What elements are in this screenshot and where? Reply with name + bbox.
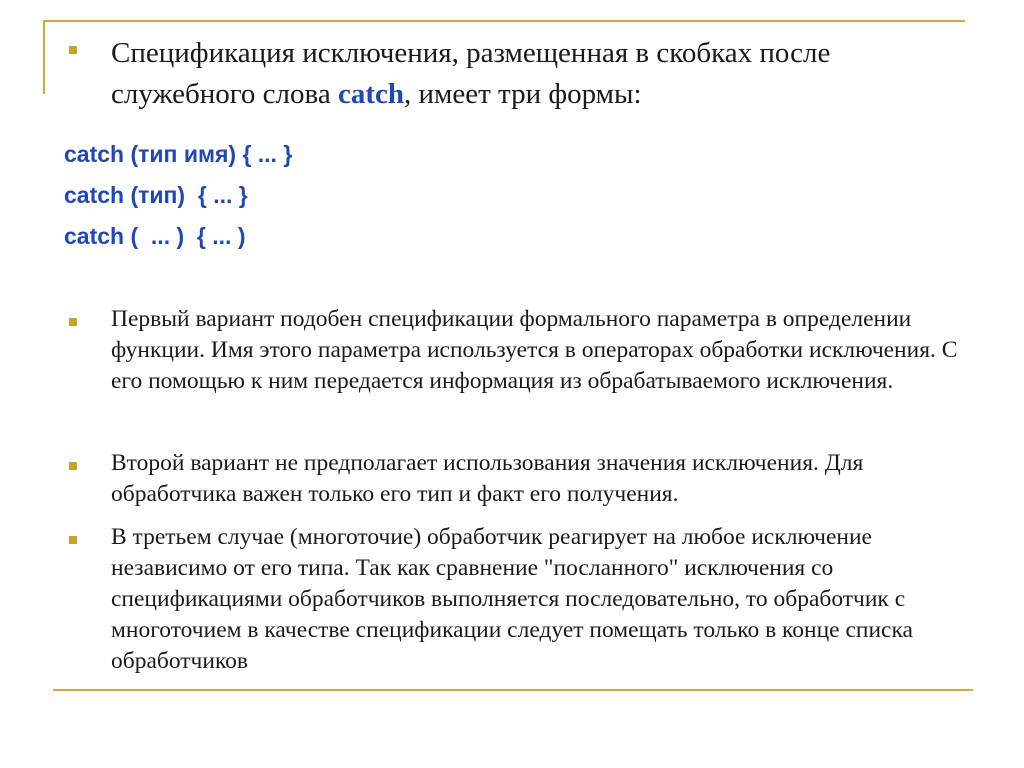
frame-top-line bbox=[43, 20, 965, 22]
slide-title bbox=[111, 33, 971, 115]
frame-bottom-line bbox=[53, 689, 973, 691]
frame-left-line bbox=[43, 20, 45, 94]
title-keyword-catch: catch bbox=[337, 78, 404, 110]
code-line-1: catch (тип имя) { ... } bbox=[64, 141, 293, 167]
paragraph-1: Первый вариант подобен спецификации формального параметра в определении функции. Имя этого параметра используется в операторах обработки исключения. С его помощью к ним передается информация из обрабатываемого исключения. bbox=[111, 306, 958, 394]
title-bullet-icon bbox=[69, 46, 77, 54]
paragraph-1-bullet-icon bbox=[69, 318, 77, 326]
paragraph-2: Второй вариант не предполагает использования значения исключения. Для обработчика важен только его тип и факт его получения. bbox=[111, 450, 864, 507]
paragraph-3: В третьем случае (многоточие) обработчик реагирует на любое исключение независимо от его типа. Так как сравнение "посланного" исключения со спецификациями обработчиков выполняется последовательно, то обработчик с многоточием в качестве спецификации следует помещать только в конце списка обработчиков bbox=[111, 524, 913, 674]
title-text-after: , имеет три формы: bbox=[404, 78, 642, 110]
title-text-before: Спецификация исключения, размещенная в скобках после служебного слова bbox=[111, 37, 831, 110]
paragraph-2-bullet-icon bbox=[69, 462, 77, 470]
code-line-3: catch ( ... ) { ... ) bbox=[64, 223, 246, 249]
paragraph-3-bullet-icon bbox=[69, 536, 77, 544]
code-line-2: catch (тип) { ... } bbox=[64, 182, 248, 208]
